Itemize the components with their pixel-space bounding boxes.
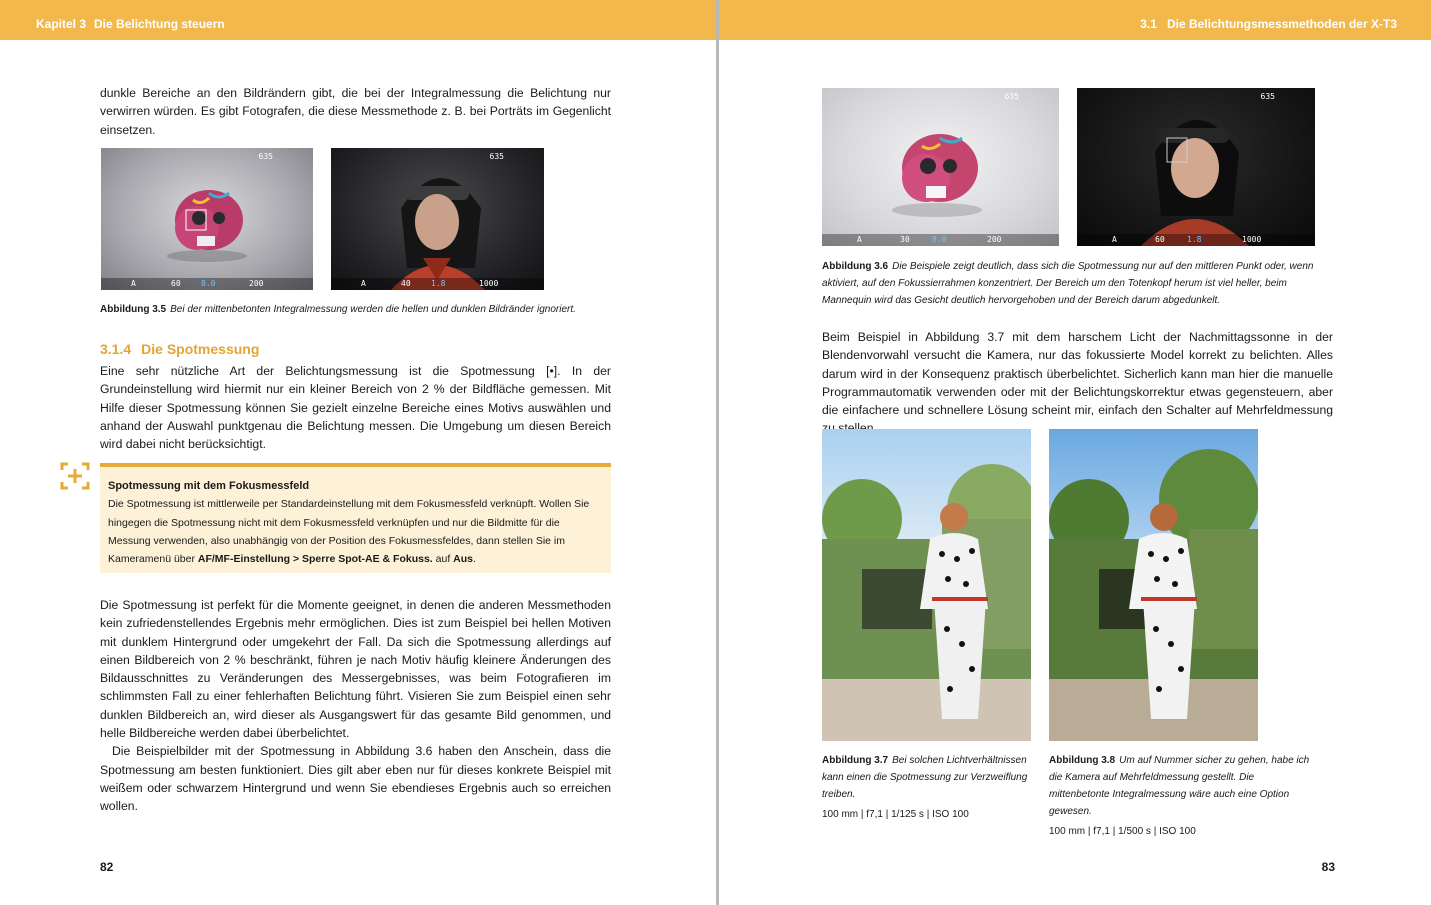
figure-3-5-image-mannequin: 635 A 40 1.8 1000 xyxy=(331,148,544,290)
mannequin-image xyxy=(331,148,544,290)
section-heading: 3.1.4 Die Spotmessung xyxy=(100,341,260,357)
figure-3-5-caption: Abbildung 3.5 Bei der mittenbetonten Integralmessung werden die hellen und dunklen Bildränder ignoriert. xyxy=(100,304,576,315)
page-number: 82 xyxy=(100,860,114,874)
intro-paragraph: dunkle Bereiche an den Bildrändern gibt, die bei der Integralmessung die Belichtung nur verwirren würden. Es gibt Fotografen, die diese Messmethode z. B. bei Porträts im Gegenlicht einsetzen. xyxy=(100,86,611,137)
section-number: 3.1 xyxy=(1140,17,1157,31)
figure-3-8-image xyxy=(1049,429,1258,741)
figure-3-8-caption: Abbildung 3.8 Um auf Nummer sicher zu gehen, habe ich die Kamera auf Mehrfeldmessung gestellt. Die mittenbetonte Integralmessung wäre auch eine Option gewesen. 100 mm | f7,1 | 1/500 s | ISO 100 xyxy=(1049,755,1310,837)
figure-3-6-image-skull: 635 A 30 8.0 200 xyxy=(822,88,1059,246)
figure-3-6-caption: Abbildung 3.6 Die Beispiele zeigt deutlich, dass sich die Spotmessung nur auf den mittleren Punkt oder, wenn aktiviert, auf den Fokussierrahmen konzentriert. Der Bereich um den Totenkopf herum ist viel heller, beim Mannequin wird das Gesicht deutlich hervorgehoben und der Bereich darum abgedunkelt. xyxy=(822,261,1314,306)
chapter-number: Kapitel 3 xyxy=(36,17,87,31)
chapter-title: Die Belichtung steuern xyxy=(94,17,225,31)
tip-title: Spotmessung mit dem Fokusmessfeld xyxy=(108,480,310,492)
figure-3-7-caption: Abbildung 3.7 Bei solchen Lichtverhältnissen kann einen die Spotmessung zur Verzweiflung treiben. 100 mm | f7,1 | 1/125 s | ISO 100 xyxy=(822,755,1028,820)
tip-plus-icon xyxy=(60,462,90,490)
page-number: 83 xyxy=(1321,860,1335,874)
page-header xyxy=(719,0,1431,40)
page-header xyxy=(0,0,716,40)
mannequin-image xyxy=(1077,88,1315,246)
body-text: Die Spotmessung ist perfekt für die Momente geeignet, in denen die anderen Messmethoden kein zufriedenstellendes Ergebnis mehr ermöglichen. Dies ist zum Beispiel bei hellen Motiven mit dunklem Hintergrund oder umgekehrt der Fall. Da sich die Spotmessung allerdings auf einen Bildbereich von 2 % beschränkt, führen je nach Motiv häufig kleinere Änderungen des Bildausschnittes zu Veränderungen des Messergebnisses, was beim Fotografieren im schlimmsten Fall zu einer fehlerhaften Belichtung führt. Visieren Sie zum Beispiel einen sehr dunklen Bildbereich an, wird dieser als Ausgangswert für das gesamte Bild genommen, und helle Bildbereiche werden dabei überbelichtet. Die Beispielbilder mit der Spotmessung in Abbildung 3.6 haben den Anschein, dass die Spotmessung am besten funktioniert. Dies gilt aber eben nur für dieses konkrete Beispiel mit weißem oder schwarzem Hintergrund und wenn Sie ebendieses Ergebnis auch so erreichen wollen. xyxy=(100,598,611,814)
figure-3-6-image-mannequin: 635 A 60 1.8 1000 xyxy=(1077,88,1315,246)
truck-model-photo xyxy=(822,429,1031,741)
figure-3-7-image xyxy=(822,429,1031,741)
skull-image xyxy=(822,88,1059,246)
skull-image xyxy=(101,148,313,290)
tip-box xyxy=(100,463,611,573)
truck-model-photo xyxy=(1049,429,1258,741)
section-title: Die Belichtungsmessmethoden der X-T3 xyxy=(1166,17,1397,31)
body-text: Beim Beispiel in Abbildung 3.7 mit dem harschem Licht der Nachmittagssonne in der Blendenvorwahl versucht die Kamera, nur das fokussierte Model korrekt zu belichten. Alles darum wird in der Konsequenz praktisch überbelichtet. Sicherlich kann man hier die manuelle Programmautomatik verwenden oder mit der Belichtungskorrektur etwas gegensteuern, aber die einfachere und schnellere Lösung scheint mir, einfach den Schalter auf Mehrfeldmessung xyxy=(822,330,1333,418)
tip-text: Die Spotmessung ist mittlerweile per Standardeinstellung mit dem Fokusmessfeld verknüpft. Wollen Sie hingegen die Spotmessung nicht mit dem Fokusmessfeld verknüpfen und nur die Bildmitte für die Messung verwenden, also unabhängig von der Position des Fokusmessfeldes, dann stellen Sie im Kameramenü über AF/MF-Einstellung > Sperre Spot-AE & Fokuss. auf Aus. xyxy=(108,498,590,566)
figure-3-5-image-skull: 635 A 60 8.0 200 xyxy=(101,148,313,290)
right-page xyxy=(719,0,1431,905)
section-paragraph: Eine sehr nützliche Art der Belichtungsmessung ist die Spotmessung [•]. In der Grundeinstellung wird hiermit nur ein kleiner Bereich von 2 % der Bildfläche gemessen. Mit Hilfe dieser Spotmessung können Sie gezielt einzelne Bereiche eines Motivs auswählen und anhand der Auswahl punktgenau die Belichtung messen. Die Umgebung um diesen Bereich wird dabei nicht berücksichtigt. xyxy=(100,364,611,452)
